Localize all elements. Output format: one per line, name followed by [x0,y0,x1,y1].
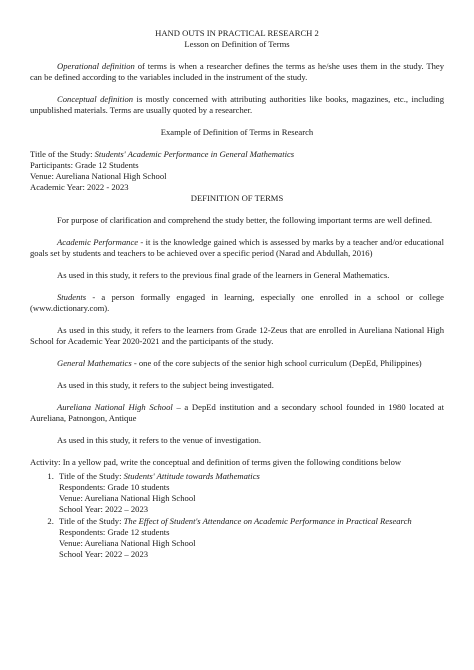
activity-item [56,516,444,560]
term-name: General Mathematics [57,358,132,368]
activity-title-value: The Effect of Student's Attendance on Academic Performance in Practical Research [123,516,412,526]
term-general-mathematics [30,358,444,369]
activity-item-title [59,471,444,482]
example-title-label: Title of the Study: [30,149,95,159]
operational-definition-text: of terms is when a researcher defines the terms as he/she uses them in the study. They can be defined according to the variables included in the instrument of the study. [30,61,444,82]
activity-item-year: School Year: 2022 – 2023 [59,549,149,559]
activity-list [30,471,444,560]
term-academic-performance-usage: As used in this study, it refers to the previous final grade of the learners in General Mathematics. [57,270,390,280]
example-year: Academic Year: 2022 - 2023 [30,182,129,192]
activity-title-value: Students' Attitude towards Mathematics [123,471,260,481]
term-academic-performance [30,237,444,259]
activity-item-venue: Venue: Aureliana National High School [59,538,196,548]
activity-item-title [59,516,444,527]
term-definition: – a DepEd institution and a secondary school founded in 1980 located at Aureliana, Patnongon, Antique [30,402,445,423]
conceptual-definition-paragraph [30,94,444,116]
conceptual-definition-text: is mostly concerned with attributing authorities like books, magazines, etc., including unpublished materials. Terms are usually quoted by a researcher. [30,94,444,115]
operational-definition-term: Operational definition [57,61,135,71]
term-name: Students [57,292,87,302]
activity-item-respondents: Respondents: Grade 10 students [59,482,170,492]
operational-definition-paragraph [30,61,444,83]
example-title-line [30,149,444,160]
term-aureliana-nhs-usage: As used in this study, it refers to the venue of investigation. [57,435,261,445]
term-name: Academic Performance [57,237,139,247]
term-students [30,292,444,314]
term-general-mathematics-usage: As used in this study, it refers to the subject being investigated. [57,380,274,390]
term-definition: - a person formally engaged in learning, especially one enrolled in a school or college (www.dictionary.com). [30,292,444,313]
activity-instruction: Activity: In a yellow pad, write the conceptual and definition of terms given the following conditions below [30,457,402,467]
activity-item [56,471,444,515]
example-participants: Participants: Grade 12 Students [30,160,139,170]
example-title-value: Students' Academic Performance in General Mathematics [94,149,295,159]
activity-title-label: Title of the Study: [59,516,124,526]
example-study-info [30,149,444,193]
document-title: HAND OUTS IN PRACTICAL RESEARCH 2 [155,28,319,38]
activity-item-year: School Year: 2022 – 2023 [59,504,149,514]
term-students-usage: As used in this study, it refers to the learners from Grade 12-Zeus that are enrolled in Aureliana National High School for Academic Year 2020-2021 and the participants of the study. [30,325,444,346]
activity-title-label: Title of the Study: [59,471,124,481]
activity-item-respondents: Respondents: Grade 12 students [59,527,170,537]
term-aureliana-nhs [30,402,444,424]
term-definition: - one of the core subjects of the senior high school curriculum (DepEd, Philippines) [131,358,422,368]
term-name: Aureliana National High School [57,402,173,412]
activity-item-venue: Venue: Aureliana National High School [59,493,196,503]
example-venue: Venue: Aureliana National High School [30,171,167,181]
example-heading: Example of Definition of Terms in Research [160,127,314,137]
definition-of-terms-heading: DEFINITION OF TERMS [190,193,284,203]
term-definition: - it is the knowledge gained which is assessed by marks by a teacher and/or educational goals set by students and teachers to be achieved over a specific period (Narad and Abdullah, 2016) [30,237,444,258]
document-subtitle: Lesson on Definition of Terms [184,39,290,49]
purpose-paragraph: For purpose of clarification and comprehend the study better, the following important terms are well defined. [57,215,433,225]
conceptual-definition-term: Conceptual definition [57,94,134,104]
